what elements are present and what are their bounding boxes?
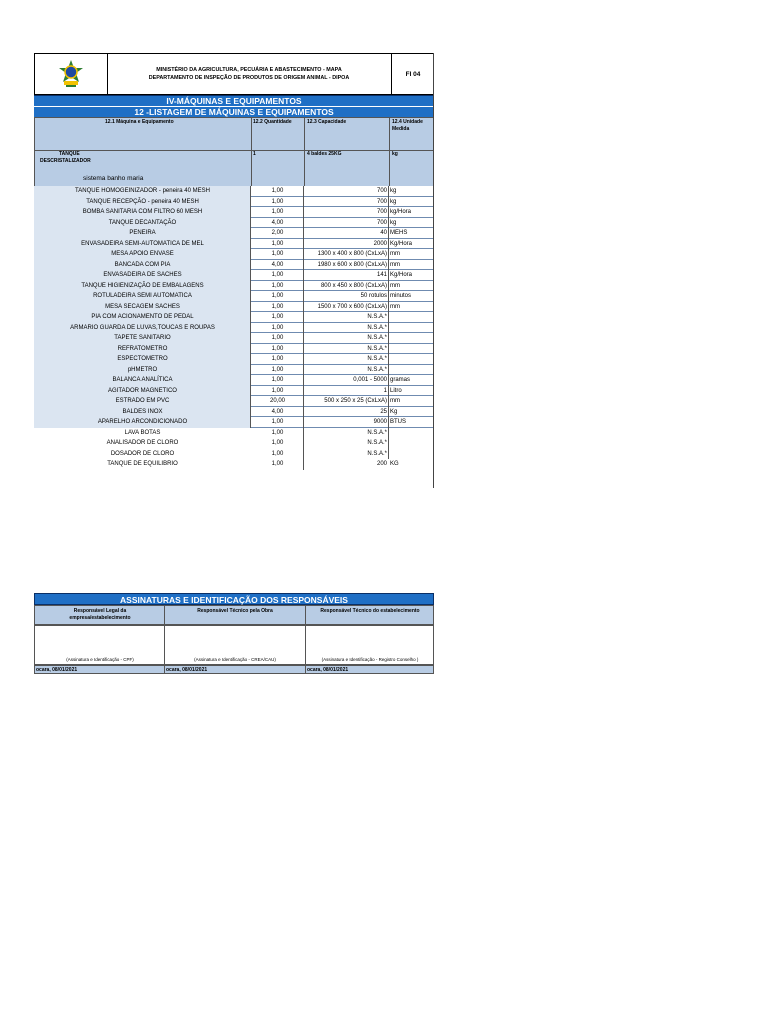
equipment-capacity: N.S.A.* [367,314,387,320]
equipment-unit: BTUS [390,419,407,425]
cell-divider [250,207,251,218]
equipment-unit: Litro [390,387,402,394]
table-row [34,354,434,365]
cell-divider [250,407,251,418]
signature-col-establishment: Responsável Técnico do estabelecimento [320,608,420,614]
table-row [34,333,434,344]
equipment-quantity: 1,00 [271,419,284,425]
equipment-capacity: 50 rotulos [360,293,387,299]
cell-divider [250,249,251,260]
equipment-unit: mm [390,282,400,289]
table-row [34,218,434,229]
equipment-capacity: 1500 x 700 x 600 (CxLxA) [317,303,387,310]
table-row [34,438,434,449]
cell-divider [388,333,389,344]
column-header-equipment: 12.1 Máquina e Equipamento [105,119,174,125]
cell-divider [388,449,389,460]
subsection-title: 12 -LISTAGEM DE MÁQUINAS E EQUIPAMENTOS [34,106,434,117]
equipment-capacity: 200 [376,461,387,467]
signatures-title: ASSINATURAS E IDENTIFICAÇÃO DOS RESPONSÁVEIS [34,593,434,605]
column-header-unit: 12.4 Unidade Medida [392,119,423,132]
equipment-name: TANQUE DECANTAÇÃO [34,218,251,229]
cell-divider [303,333,304,344]
equipment-quantity: 1,00 [271,377,284,383]
equipment-quantity: 4,00 [271,261,284,268]
cell-divider [303,438,304,449]
cell-divider [303,354,304,365]
table-row [34,344,434,355]
equipment-capacity: 25 [380,408,387,415]
equipment-name: APARELHO ARCONDICIONADO [34,417,251,428]
equipment-capacity: 700 [376,209,387,215]
table-row [34,270,434,281]
cell-divider [303,291,304,302]
signature-area [34,625,434,665]
brazil-coat-of-arms-logo [35,54,108,94]
equipment-capacity: N.S.A.* [367,345,387,352]
table-row [34,365,434,376]
cell-divider [250,312,251,323]
signature-line-crea: (Assinatura e Identificação - CREA/CAU) [194,657,276,662]
cell-divider [250,386,251,397]
cell-divider [303,281,304,292]
cell-divider [250,239,251,250]
table-row [34,312,434,323]
first-row-name-line1: TANQUE [59,151,80,157]
equipment-capacity: 2000 [373,240,387,247]
equipment-capacity: N.S.A.* [367,366,387,373]
cell-divider [303,312,304,323]
equipment-capacity: 141 [376,272,387,278]
cell-divider [388,323,389,334]
equipment-quantity: 1,00 [271,324,284,331]
equipment-unit: KG [390,461,399,467]
equipment-quantity: 1,00 [271,198,284,205]
equipment-unit: kg [390,198,397,205]
equipment-unit: Kg/Hora [390,272,413,278]
equipment-quantity: 1,00 [271,293,284,299]
cell-divider [303,270,304,281]
first-row-note: sistema banho maria [83,175,144,182]
cell-divider [303,417,304,428]
cell-divider [388,375,389,386]
equipment-name: ENVASADEIRA SEMI-AUTOMATICA DE MEL [34,239,251,250]
cell-divider [388,249,389,260]
equipment-table-body [34,186,434,470]
equipment-name: ANALISADOR DE CLORO [106,440,179,446]
cell-divider [303,239,304,250]
equipment-quantity: 1,00 [271,303,284,310]
equipment-capacity: N.S.A.* [367,356,387,362]
cell-divider [388,281,389,292]
column-header-capacity: 12.3 Capacidade [307,119,347,125]
table-row [34,302,434,313]
signatures-header [34,605,434,625]
cell-divider [303,186,304,197]
cell-divider [250,344,251,355]
equipment-capacity: 9000 [373,419,387,425]
equipment-quantity: 4,00 [271,219,284,226]
cell-divider [250,396,251,407]
cell-divider [250,333,251,344]
cell-divider [303,260,304,271]
form-header [34,53,434,95]
signature-col-legal [35,608,165,622]
equipment-name: ARMARIO GUARDA DE LUVAS,TOUCAS E ROUPAS [34,323,251,334]
equipment-quantity: 1,00 [271,335,284,341]
table-row [34,459,434,470]
cell-divider [388,407,389,418]
table-row [34,249,434,260]
equipment-quantity: 1,00 [271,356,284,362]
equipment-capacity: 700 [376,219,387,226]
cell-divider [303,249,304,260]
cell-divider [250,354,251,365]
equipment-name: TANQUE RECEPÇÃO - peneira 40 MESH [34,197,251,208]
cell-divider [250,375,251,386]
cell-divider [250,323,251,334]
equipment-unit: gramas [390,377,411,383]
table-row [34,428,434,439]
cell-divider [388,197,389,208]
equipment-quantity: 1,00 [271,366,284,373]
column-header-quantity: 12.2 Quantidade [253,119,292,125]
equipment-name: PIA COM ACIONAMENTO DE PEDAL [34,312,251,323]
table-row [34,323,434,334]
equipment-name: TANQUE HIGIENIZAÇÃO DE EMBALAGENS [34,281,251,292]
cell-divider [303,323,304,334]
cell-divider [388,386,389,397]
equipment-unit: mm [390,251,400,257]
cell-divider [303,228,304,239]
equipment-name: MESA APOIO ENVASE [34,249,251,260]
equipment-name: BOMBA SANITARIA COM FILTRO 60 MESH [34,207,251,218]
equipment-unit: kg [390,219,397,226]
cell-divider [250,270,251,281]
signature-line-cpf: (Assinatura e Identificação - CPF) [66,657,134,662]
equipment-name: REFRATOMETRO [34,344,251,355]
equipment-capacity: 0,001 - 5000 [353,377,387,383]
table-row [34,207,434,218]
cell-divider [250,186,251,197]
first-row-unit: kg [392,151,398,157]
ministry-line: MINISTÉRIO DA AGRICULTURA, PECUÁRIA E ABASTECIMENTO - MAPA [156,67,342,73]
equipment-quantity: 1,00 [271,461,284,467]
cell-divider [388,207,389,218]
department-line: DEPARTAMENTO DE INSPEÇÃO DE PRODUTOS DE ORIGEM ANIMAL - DIPOA [148,75,350,81]
cell-divider [388,365,389,376]
equipment-unit: minutos [390,293,412,299]
equipment-unit: mm [390,398,400,404]
equipment-capacity: N.S.A.* [367,324,387,331]
cell-divider [303,302,304,313]
cell-divider [388,428,389,439]
ministry-header-text [107,54,391,94]
equipment-unit: Kg [390,408,398,415]
table-row-first [34,151,434,186]
cell-divider [303,449,304,460]
equipment-quantity: 4,00 [271,408,284,415]
cell-divider [250,302,251,313]
section-title: IV-MÁQUINAS E EQUIPAMENTOS [34,95,434,106]
equipment-name: BALDES INOX [34,407,251,418]
first-row-name-line2: DESCRISTALIZADOR [40,158,91,164]
cell-divider [388,228,389,239]
table-row [34,291,434,302]
equipment-quantity: 20,00 [269,398,285,404]
cell-divider [250,197,251,208]
cell-divider [388,438,389,449]
equipment-capacity: N.S.A.* [367,335,387,341]
equipment-quantity: 1,00 [271,429,284,436]
cell-divider [388,344,389,355]
equipment-unit: mm [390,303,400,310]
table-row [34,186,434,197]
cell-divider [303,386,304,397]
table-row [34,375,434,386]
equipment-quantity: 1,00 [271,282,284,289]
equipment-capacity: N.S.A.* [367,450,387,457]
equipment-name: TANQUE HOMOGEINIZADOR - peneira 40 MESH [34,186,251,197]
equipment-name: TANQUE DE EQUILIBRIO [107,461,178,467]
table-row [34,281,434,292]
equipment-unit: kg [390,188,397,194]
equipment-name: pHMETRO [34,365,251,376]
cell-divider [303,459,304,470]
column-headers [34,117,434,151]
equipment-quantity: 1,00 [271,345,284,352]
cell-divider [303,375,304,386]
signature-date-1: ocara, 08/01/2021 [36,667,78,673]
equipment-capacity: N.S.A.* [367,440,387,446]
table-row [34,239,434,250]
cell-divider [303,365,304,376]
equipment-name: PENEIRA [34,228,251,239]
table-row [34,197,434,208]
cell-divider [388,354,389,365]
cell-divider [388,239,389,250]
cell-divider [303,407,304,418]
equipment-name: BANCADA COM PIA [34,260,251,271]
table-row [34,228,434,239]
signature-col-works: Responsável Técnico pela Obra [197,608,273,614]
equipment-name: LAVA BOTAS [124,429,161,436]
equipment-capacity: 700 [376,198,387,205]
equipment-quantity: 1,00 [271,387,284,394]
cell-divider [250,228,251,239]
cell-divider [303,218,304,229]
table-row [34,260,434,271]
signature-date-3: ocara, 08/01/2021 [307,667,349,673]
cell-divider [250,281,251,292]
equipment-name: ENVASADEIRA DE SACHES [34,270,251,281]
equipment-name: ESTRADO EM PVC [34,396,251,407]
cell-divider [303,197,304,208]
equipment-name: ROTULADEIRA SEMI AUTOMATICA [34,291,251,302]
cell-divider [388,260,389,271]
equipment-quantity: 1,00 [271,440,284,446]
table-row [34,407,434,418]
cell-divider [250,417,251,428]
cell-divider [250,218,251,229]
equipment-name: DOSADOR DE CLORO [110,450,175,457]
table-row [34,386,434,397]
signature-col-legal-line2: empresa/estabelecimento [69,615,131,621]
equipment-name: ESPECTOMETRO [34,354,251,365]
equipment-unit: Kg/Hora [390,240,413,247]
cell-divider [388,270,389,281]
first-row-qty: 1 [253,151,256,157]
equipment-unit: kg/Hora [390,209,412,215]
equipment-quantity: 1,00 [271,188,284,194]
table-row [34,449,434,460]
cell-divider [250,291,251,302]
equipment-capacity: 800 x 450 x 800 (CxLxA) [320,282,387,289]
equipment-unit: MEHS [390,230,408,236]
equipment-capacity: 500 x 250 x 25 (CxLxA) [324,398,387,404]
signature-line-council: (Assinatura e Identificação - Registro Conselho ) [321,657,419,662]
equipment-name: MESA SECAGEM SACHES [34,302,251,313]
equipment-name: BALANCA ANALÍTICA [34,375,251,386]
cell-divider [388,417,389,428]
signature-date-2: ocara, 08/01/2021 [166,667,208,673]
equipment-name: AGITADOR MAGNETICO [34,386,251,397]
equipment-capacity: 40 [380,230,387,236]
cell-divider [388,291,389,302]
cell-divider [303,428,304,439]
cell-divider [388,186,389,197]
cell-divider [388,302,389,313]
equipment-capacity: N.S.A.* [367,429,387,436]
equipment-quantity: 1,00 [271,251,284,257]
equipment-unit: mm [390,261,400,268]
equipment-quantity: 1,00 [271,240,284,247]
equipment-quantity: 1,00 [271,450,284,457]
cell-divider [303,207,304,218]
cell-divider [388,312,389,323]
equipment-capacity: 1300 x 400 x 800 (CxLxA) [317,251,387,257]
equipment-capacity: 1 [383,387,387,394]
cell-divider [250,365,251,376]
equipment-capacity: 1980 x 600 x 800 (CxLxA) [317,261,387,268]
equipment-quantity: 1,00 [271,272,284,278]
table-row [34,417,434,428]
table-right-edge [433,53,434,488]
cell-divider [388,218,389,229]
equipment-quantity: 1,00 [271,314,284,320]
cell-divider [388,396,389,407]
signature-dates [34,665,434,674]
cell-divider [303,396,304,407]
equipment-quantity: 2,00 [271,230,284,236]
equipment-name: TAPETE SANITARIO [34,333,251,344]
equipment-capacity: 700 [376,188,387,194]
cell-divider [303,344,304,355]
first-row-capacity: 4 baldes 25KG [307,151,342,157]
table-row [34,396,434,407]
form-code: FI 04 [391,54,434,94]
signature-col-legal-line1: Responsável Legal da [73,608,127,614]
equipment-quantity: 1,00 [271,209,284,215]
cell-divider [250,260,251,271]
